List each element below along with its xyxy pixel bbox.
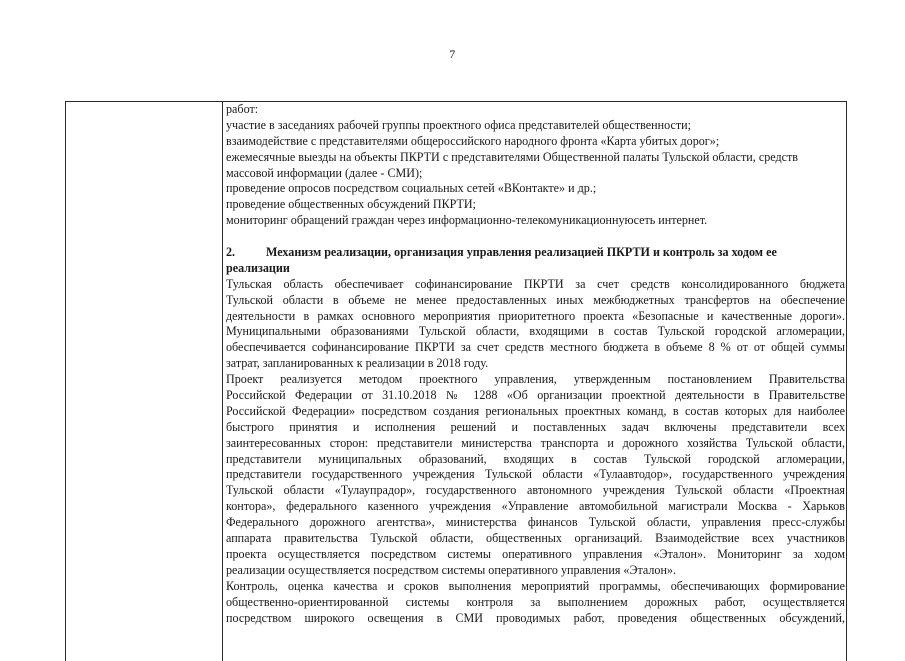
paragraph-line: заинтересованных сторон: представители министерства транспорта и дорожного хозяйства Тульской области, (226, 435, 845, 450)
paragraph-line: представители государственного учреждения Тульской области «Тулаавтодор», государственного учреждения (226, 467, 845, 482)
paragraph-line: общественно-ориентированной системы контроля за выполнением дорожных работ, осуществляется (226, 594, 845, 609)
paragraph-line: аппарата правительства Тульской области, общественных организаций. Взаимодействие всех участников (226, 531, 845, 546)
list-item: массовой информации (далее - СМИ); (226, 165, 423, 180)
page-number: 7 (449, 47, 456, 61)
document-table (65, 101, 847, 661)
paragraph-line: затрат, запланированных к реализации в 2018 году. (226, 356, 489, 371)
paragraph-line: реализации осуществляется посредством системы оперативного управления «Эталон». (226, 562, 676, 577)
paragraph-line: Муниципальными образованиями Тульской области, входящими в состав Тульской городской агломерации, (226, 324, 845, 339)
list-item: проведение опросов посредством социальных сетей «ВКонтакте» и др.; (226, 181, 597, 196)
section-title-line1: Механизм реализации, организация управления реализацией ПКРТИ и контроль за ходом ее (266, 245, 777, 260)
list-item: работ: (226, 102, 259, 116)
paragraph-line: Тульской области «Тулаупрадор», государственного автономного учреждения Тульской области «Проектная (226, 483, 845, 498)
list-item: мониторинг обращений граждан через информационно-телекомуникационнуюсеть интернет. (226, 213, 708, 228)
paragraph-cofinancing (226, 277, 845, 372)
public-participation-list (226, 102, 845, 229)
table-left-cell (66, 102, 223, 661)
paragraph-line: представители муниципальных образований, входящих в состав Тульской городской агломерации, (226, 451, 845, 466)
paragraph-line: проекта осуществляется посредством системы оперативного управления «Эталон». Мониторинг за ходом (226, 546, 845, 561)
list-item: взаимодействие с представителями общероссийского народного фронта «Карта убитых дорог»; (226, 133, 720, 148)
paragraph-line: Тульская область обеспечивает софинансирование ПКРТИ за счет средств консолидированного бюджета (226, 276, 845, 291)
paragraph-line: обеспечивается софинансирование ПКРТИ за счет средств местного бюджета в объеме 8 % от от общей суммы (226, 340, 845, 355)
paragraph-line: Проект реализуется методом проектного управления, утвержденным постановлением Правительства (226, 372, 845, 387)
paragraph-project-management (226, 372, 845, 579)
paragraph-line: контора», федерального казенного учреждения «Управление автомобильной магистрали Москва - Харьков (226, 499, 845, 514)
paragraph-line: Контроль, оценка качества и сроков выполнения мероприятий программы, обеспечивающих формирование (226, 578, 845, 593)
list-item: ежемесячные выезды на объекты ПКРТИ с представителями Общественной палаты Тульской области, средств (226, 149, 798, 164)
section-heading-line (226, 245, 845, 261)
table-right-cell (226, 102, 845, 626)
spacer (226, 229, 845, 245)
paragraph-line: Российской Федерации от 31.10.2018 № 1288 «Об организации проектной деятельности в Правительстве (226, 388, 845, 403)
paragraph-line: Федерального дорожного агентства», министерства финансов Тульской области, управления пресс-службы (226, 515, 845, 530)
paragraph-line: посредством широкого освещения в СМИ проводимых работ, проведения общественных обсуждений, (226, 610, 845, 625)
section-title-line2: реализации (226, 260, 290, 275)
list-item: проведение общественных обсуждений ПКРТИ; (226, 197, 477, 212)
section-heading (226, 245, 845, 277)
section-number: 2. (226, 245, 236, 260)
paragraph-line: Тульской области в объеме не менее предоставленных иных межбюджетных трансфертов на обеспечение (226, 292, 845, 307)
paragraph-line: деятельности в рамках основного мероприятия приоритетного проекта «Безопасные и качественные дороги». (226, 308, 845, 323)
paragraph-line: Российской Федерации» посредством создания региональных проектных команд, в состав которых для наиболее (226, 403, 845, 418)
list-item: участие в заседаниях рабочей группы проектного офиса представителей общественности; (226, 117, 691, 132)
paragraph-control (226, 579, 845, 627)
paragraph-line: быстрого принятия и исполнения решений и поставленных задач включены представители всех (226, 419, 845, 434)
